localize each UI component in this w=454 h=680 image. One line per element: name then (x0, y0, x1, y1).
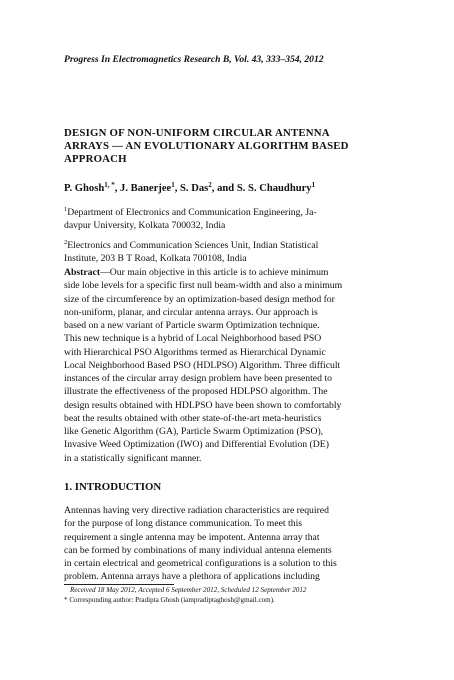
affiliation-1 (64, 203, 394, 232)
title-line: DESIGN OF NON-UNIFORM CIRCULAR ANTENNA (64, 127, 330, 139)
abstract-line: non-uniform, planar, and circular antenna arrays. Our approach is (64, 306, 318, 318)
introduction-text (64, 504, 394, 584)
abstract-line: instances of the circular array design problem have been presented to (64, 373, 332, 384)
affiliation-2 (64, 236, 394, 265)
footnotes (64, 586, 394, 605)
abstract-line: illustrate the effectiveness of the proposed HDLPSO algorithm. The (64, 386, 328, 398)
affiliation-marker: 2 (64, 239, 68, 246)
abstract-line: size of the circumference by an optimization-based design method for (64, 293, 335, 305)
author-superscript: 2 (208, 181, 212, 189)
intro-line: requirement a single antenna may be impotent. Antenna array that (64, 531, 320, 543)
affiliation-line (64, 203, 394, 219)
intro-line: for the purpose of long distance communication. To meet this (64, 518, 303, 530)
footnote-dates: Received 18 May 2012, Accepted 6 September 2012, Scheduled 12 September 2012 (70, 586, 307, 594)
abstract-line: with Hierarchical PSO Algorithms termed as Hierarchical Dynamic (64, 346, 326, 358)
author-name: , J. Banerjee (114, 183, 172, 194)
abstract-line: beat the results obtained with other state-of-the-art meta-heuristics (64, 412, 322, 424)
abstract (64, 266, 394, 465)
footnote-rule (64, 584, 174, 585)
author-list (64, 181, 394, 194)
affiliation-text: Department of Electronics and Communication Engineering, Ja- (67, 207, 317, 218)
author-superscript: 1, * (104, 181, 115, 189)
author-name: , S. Das (174, 183, 209, 194)
affiliation-line: Institute, 203 B T Road, Kolkata 700108, India (64, 253, 247, 264)
abstract-line: based on a new variant of Particle swarm Optimization technique. (64, 320, 320, 331)
abstract-text: —Our main objective in this article is to achieve minimum (100, 267, 329, 278)
paper-title (64, 127, 394, 166)
affiliation-marker: 1 (64, 206, 68, 213)
abstract-line: Invasive Weed Optimization (IWO) and Differential Evolution (DE) (64, 439, 329, 451)
intro-line: can be formed by combinations of many individual antenna elements (64, 544, 332, 556)
author-superscript: 1 (171, 181, 175, 189)
abstract-label: Abstract (64, 267, 101, 278)
abstract-line (64, 266, 394, 279)
abstract-line: This new technique is a hybrid of Local Neighborhood based PSO (64, 333, 322, 345)
intro-line: Antennas having very directive radiation characteristics are required (64, 505, 329, 516)
title-line: APPROACH (64, 153, 127, 165)
affiliation-text: Electronics and Communication Sciences Unit, Indian Statistical (67, 240, 319, 251)
abstract-line: in a statistically significant manner. (64, 452, 202, 464)
abstract-line: side lobe levels for a specific first null beam-width and also a minimum (64, 280, 343, 292)
affiliation-line: davpur University, Kolkata 700032, India (64, 220, 226, 231)
author-superscript: 1 (311, 181, 316, 189)
section-heading: 1. INTRODUCTION (64, 481, 162, 493)
intro-line: problem. Antenna arrays have a plethora of applications including (64, 571, 320, 583)
author-name: P. Ghosh (64, 183, 105, 194)
title-line: ARRAYS — AN EVOLUTIONARY ALGORITHM BASED (64, 140, 349, 152)
intro-line: in certain electrical and geometrical configurations is a solution to this (64, 558, 337, 569)
journal-header: Progress In Electromagnetics Research B, Vol. 43, 333–354, 2012 (64, 54, 324, 65)
author-name: , and S. S. Chaudhury (211, 183, 312, 194)
abstract-line: Local Neighborhood Based PSO (HDLPSO) Algorithm. Three difficult (64, 359, 341, 371)
footnote-corresponding-author: * Corresponding author: Pradipta Ghosh (iampradiptaghosh@gmail.com). (64, 595, 275, 604)
affiliation-line (64, 236, 394, 252)
abstract-line: like Genetic Algorithm (GA), Particle Swarm Optimization (PSO), (64, 426, 324, 437)
abstract-line: design results obtained with HDLPSO have been shown to comfortably (64, 399, 342, 411)
